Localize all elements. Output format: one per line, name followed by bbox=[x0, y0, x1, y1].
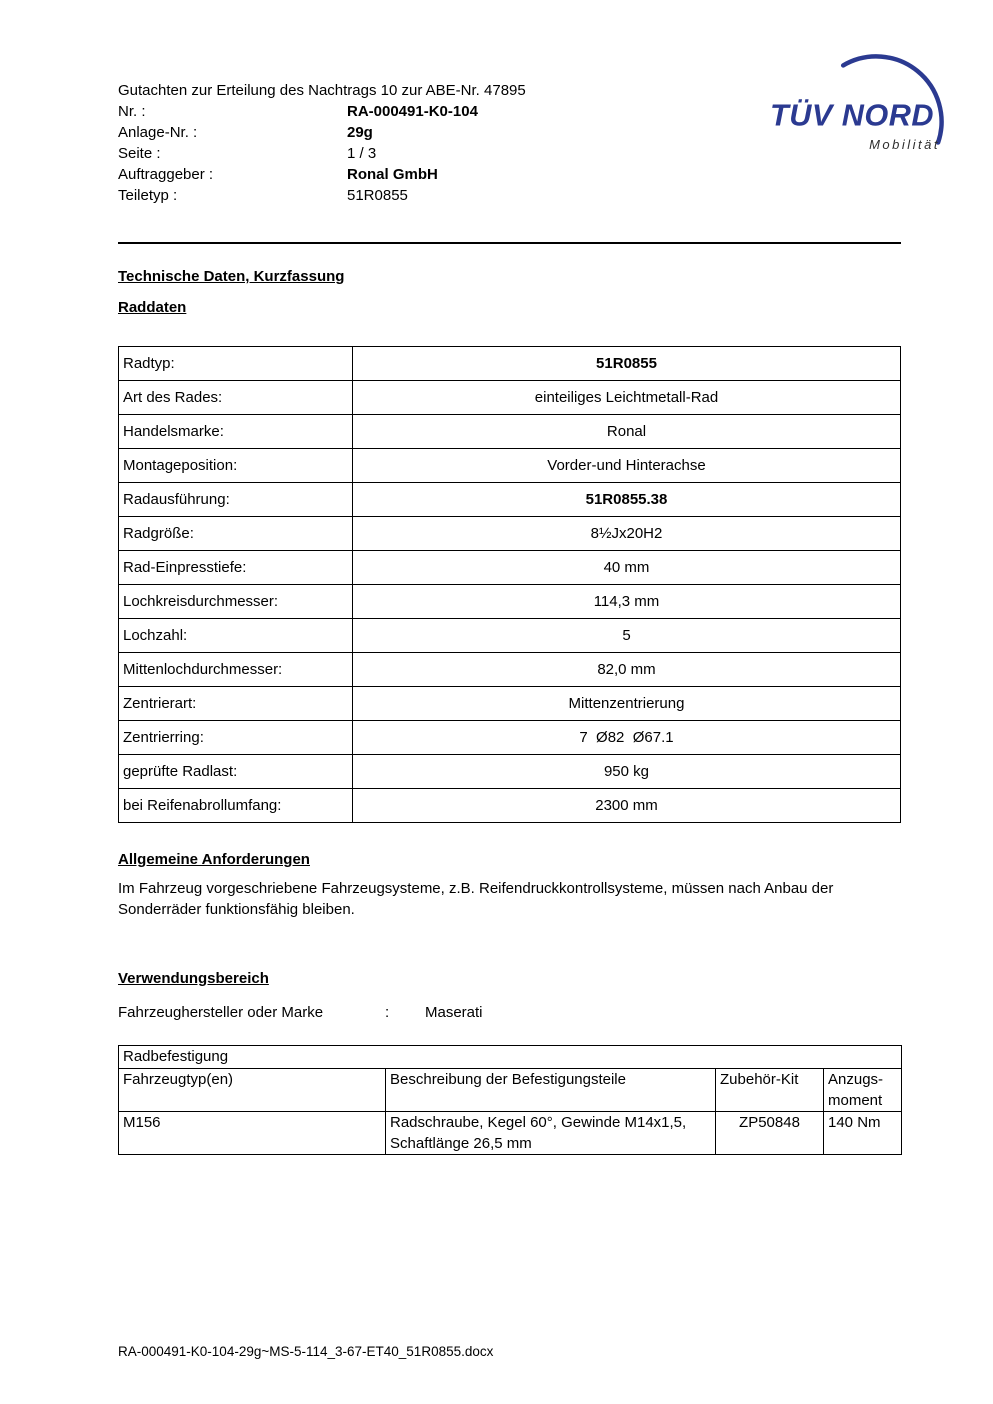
raddaten-row bbox=[119, 551, 901, 585]
manufacturer-line bbox=[118, 1002, 901, 1023]
manufacturer-separator: : bbox=[385, 1004, 390, 1021]
raddaten-label: Handelsmarke: bbox=[119, 415, 353, 449]
tuv-nord-logo bbox=[770, 52, 948, 155]
header-field-label: Auftraggeber : bbox=[118, 166, 214, 183]
radbefestigung-body bbox=[119, 1112, 902, 1155]
manufacturer-label: Fahrzeughersteller oder Marke bbox=[118, 1004, 324, 1021]
footer-filename: RA-000491-K0-104-29g~MS-5-114_3-67-ET40_51R0855.docx bbox=[118, 1344, 494, 1359]
raddaten-value: 2300 mm bbox=[353, 789, 901, 823]
header-field-label: Nr. : bbox=[118, 103, 146, 120]
raddaten-value: 950 kg bbox=[353, 755, 901, 789]
section-title-verwendungsbereich: Verwendungsbereich bbox=[118, 970, 269, 987]
allgemeine-anforderungen-text: Im Fahrzeug vorgeschriebene Fahrzeugsysteme, z.B. Reifendruckkontrollsysteme, müssen nach Anbau der Sonderräder funktionsfähig bleiben. bbox=[118, 880, 834, 918]
header-field-label: Seite : bbox=[118, 145, 161, 162]
radbefestigung-cell: M156 bbox=[119, 1112, 386, 1155]
raddaten-label: Zentrierring: bbox=[119, 721, 353, 755]
manufacturer-value: Maserati bbox=[425, 1004, 483, 1021]
header-field-row bbox=[118, 164, 901, 185]
document-title-line: Gutachten zur Erteilung des Nachtrags 10 zur ABE-Nr. 47895 bbox=[118, 82, 526, 99]
header-divider bbox=[118, 242, 901, 244]
raddaten-label: Radausführung: bbox=[119, 483, 353, 517]
raddaten-row bbox=[119, 483, 901, 517]
raddaten-row bbox=[119, 585, 901, 619]
raddaten-row bbox=[119, 789, 901, 823]
radbefestigung-table bbox=[118, 1045, 902, 1155]
raddaten-row bbox=[119, 517, 901, 551]
radbefestigung-cell: Radschraube, Kegel 60°, Gewinde M14x1,5, Schaftlänge 26,5 mm bbox=[386, 1112, 716, 1155]
radbefestigung-column-header: Zubehör-Kit bbox=[716, 1069, 824, 1112]
header-field-value: 29g bbox=[347, 124, 373, 141]
raddaten-value: 7 Ø82 Ø67.1 bbox=[353, 721, 901, 755]
raddaten-value: 5 bbox=[353, 619, 901, 653]
raddaten-value: 114,3 mm bbox=[353, 585, 901, 619]
raddaten-label: Lochzahl: bbox=[119, 619, 353, 653]
logo-text: TÜV NORD bbox=[770, 98, 934, 133]
raddaten-table-body bbox=[119, 347, 901, 823]
radbefestigung-cell: ZP50848 bbox=[716, 1112, 824, 1155]
logo-subtext: Mobilität bbox=[869, 137, 940, 152]
raddaten-row bbox=[119, 653, 901, 687]
raddaten-row bbox=[119, 721, 901, 755]
raddaten-row bbox=[119, 449, 901, 483]
raddaten-row bbox=[119, 687, 901, 721]
raddaten-value: einteiliges Leichtmetall-Rad bbox=[353, 381, 901, 415]
raddaten-value: Mittenzentrierung bbox=[353, 687, 901, 721]
raddaten-row bbox=[119, 619, 901, 653]
header-field-value: 51R0855 bbox=[347, 187, 408, 204]
radbefestigung-column-header: Anzugs-moment bbox=[824, 1069, 902, 1112]
raddaten-value: 51R0855 bbox=[353, 347, 901, 381]
raddaten-value: 51R0855.38 bbox=[353, 483, 901, 517]
header-field-value: RA-000491-K0-104 bbox=[347, 103, 478, 120]
section-subtitle-raddaten: Raddaten bbox=[118, 299, 187, 316]
raddaten-row bbox=[119, 347, 901, 381]
raddaten-label: Radtyp: bbox=[119, 347, 353, 381]
raddaten-label: Rad-Einpresstiefe: bbox=[119, 551, 353, 585]
radbefestigung-cell: 140 Nm bbox=[824, 1112, 902, 1155]
radbefestigung-column-header: Fahrzeugtyp(en) bbox=[119, 1069, 386, 1112]
radbefestigung-row bbox=[119, 1112, 902, 1155]
raddaten-value: Vorder-und Hinterachse bbox=[353, 449, 901, 483]
header-field-row bbox=[118, 185, 901, 206]
raddaten-label: Lochkreisdurchmesser: bbox=[119, 585, 353, 619]
raddaten-row bbox=[119, 415, 901, 449]
radbefestigung-title: Radbefestigung bbox=[119, 1046, 902, 1069]
header-field-label: Anlage-Nr. : bbox=[118, 124, 198, 141]
raddaten-label: Radgröße: bbox=[119, 517, 353, 551]
raddaten-value: Ronal bbox=[353, 415, 901, 449]
raddaten-label: Montageposition: bbox=[119, 449, 353, 483]
header-field-value: Ronal GmbH bbox=[347, 166, 438, 183]
section-title-technische-daten: Technische Daten, Kurzfassung bbox=[118, 268, 345, 285]
raddaten-label: Zentrierart: bbox=[119, 687, 353, 721]
raddaten-row bbox=[119, 381, 901, 415]
raddaten-table bbox=[118, 346, 901, 823]
raddaten-label: geprüfte Radlast: bbox=[119, 755, 353, 789]
raddaten-value: 8½Jx20H2 bbox=[353, 517, 901, 551]
raddaten-value: 82,0 mm bbox=[353, 653, 901, 687]
radbefestigung-title-row bbox=[119, 1046, 902, 1069]
raddaten-label: bei Reifenabrollumfang: bbox=[119, 789, 353, 823]
section-title-allgemeine-anforderungen: Allgemeine Anforderungen bbox=[118, 851, 310, 868]
header-field-value: 1 / 3 bbox=[347, 145, 377, 162]
raddaten-value: 40 mm bbox=[353, 551, 901, 585]
header-field-label: Teiletyp : bbox=[118, 187, 178, 204]
raddaten-label: Art des Rades: bbox=[119, 381, 353, 415]
radbefestigung-column-header: Beschreibung der Befestigungsteile bbox=[386, 1069, 716, 1112]
raddaten-label: Mittenlochdurchmesser: bbox=[119, 653, 353, 687]
raddaten-row bbox=[119, 755, 901, 789]
radbefestigung-header-row bbox=[119, 1069, 902, 1112]
